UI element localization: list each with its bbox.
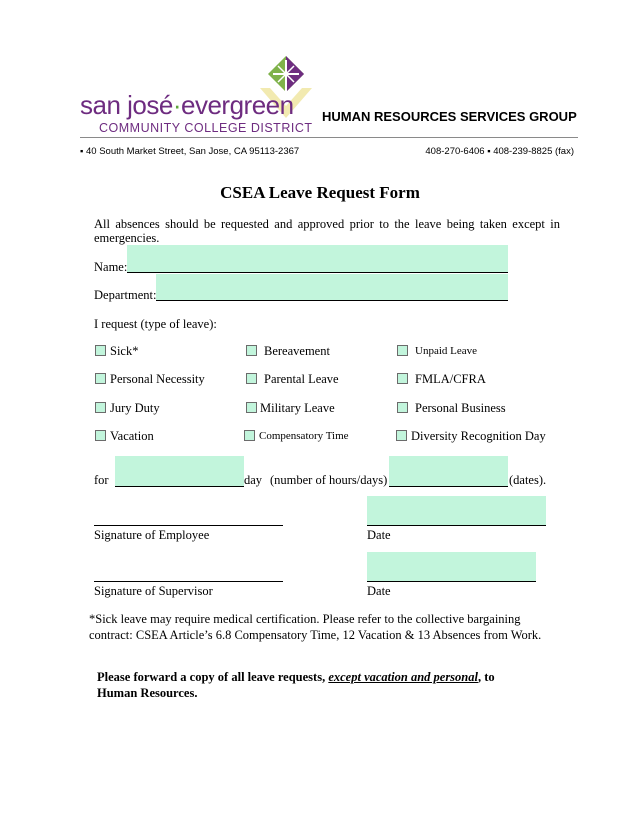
address-text: ▪ 40 South Market Street, San Jose, CA 95113-2367 [80,146,300,157]
district-name: san josé·evergreen [80,90,294,120]
phone-text: 408-270-6406 ▪ 408-239-8825 (fax) [425,146,574,157]
jury-duty-label: Jury Duty [110,401,160,415]
sick-leave-note: *Sick leave may require medical certification. Please refer to the collective bargaining contract: CSEA Article’s 6.8 Compensatory Time, 12 Vacation & 13 Absences from Work. [89,612,542,642]
department-heading: HUMAN RESOURCES SERVICES GROUP [322,109,577,124]
military-leave-checkbox[interactable] [246,402,257,413]
district-subtitle: COMMUNITY COLLEGE DISTRICT [99,121,313,135]
vacation-checkbox[interactable] [95,430,106,441]
compensatory-time-checkbox[interactable] [244,430,255,441]
dates-label: (dates). [509,473,547,487]
request-label: I request (type of leave): [94,317,217,331]
military-leave-label: Military Leave [260,401,335,415]
name-label: Name: [94,260,128,274]
header-divider [80,137,578,138]
bereavement-label: Bereavement [264,344,330,358]
days-field[interactable] [115,456,244,487]
personal-necessity-checkbox[interactable] [95,373,106,384]
forward-instructions: Please forward a copy of all leave requests, except vacation and personal, to Human Resources. [97,670,495,700]
department-label: Department: [94,288,157,302]
diversity-day-label: Diversity Recognition Day [411,429,546,443]
hours-label: (number of hours/days) [270,473,388,487]
supervisor-signature-label: Signature of Supervisor [94,584,213,598]
bereavement-checkbox[interactable] [246,345,257,356]
supervisor-date-field[interactable] [367,552,536,582]
for-label: for [94,473,109,487]
form-title: CSEA Leave Request Form [220,183,420,202]
personal-necessity-label: Personal Necessity [110,372,205,386]
day-label: day [244,473,263,487]
supervisor-date-label: Date [367,584,391,598]
dates-field[interactable] [389,456,508,487]
supervisor-signature-line[interactable] [94,580,283,582]
employee-date-field[interactable] [367,496,546,526]
jury-duty-checkbox[interactable] [95,402,106,413]
intro-text: All absences should be requested and approved prior to the leave being taken except in emergencies. [94,217,560,245]
vacation-label: Vacation [110,429,154,443]
diversity-day-checkbox[interactable] [396,430,407,441]
employee-signature-line[interactable] [94,524,283,526]
unpaid-leave-checkbox[interactable] [397,345,408,356]
personal-business-checkbox[interactable] [397,402,408,413]
fmla-checkbox[interactable] [397,373,408,384]
employee-signature-label: Signature of Employee [94,528,210,542]
fmla-label: FMLA/CFRA [415,372,486,386]
sick-label: Sick* [110,344,139,358]
department-field[interactable] [156,274,508,301]
parental-leave-label: Parental Leave [264,372,339,386]
employee-date-label: Date [367,528,391,542]
compensatory-time-label: Compensatory Time [259,430,349,442]
unpaid-leave-label: Unpaid Leave [415,345,477,357]
parental-leave-checkbox[interactable] [246,373,257,384]
sick-checkbox[interactable] [95,345,106,356]
name-field[interactable] [127,245,508,273]
personal-business-label: Personal Business [415,401,506,415]
